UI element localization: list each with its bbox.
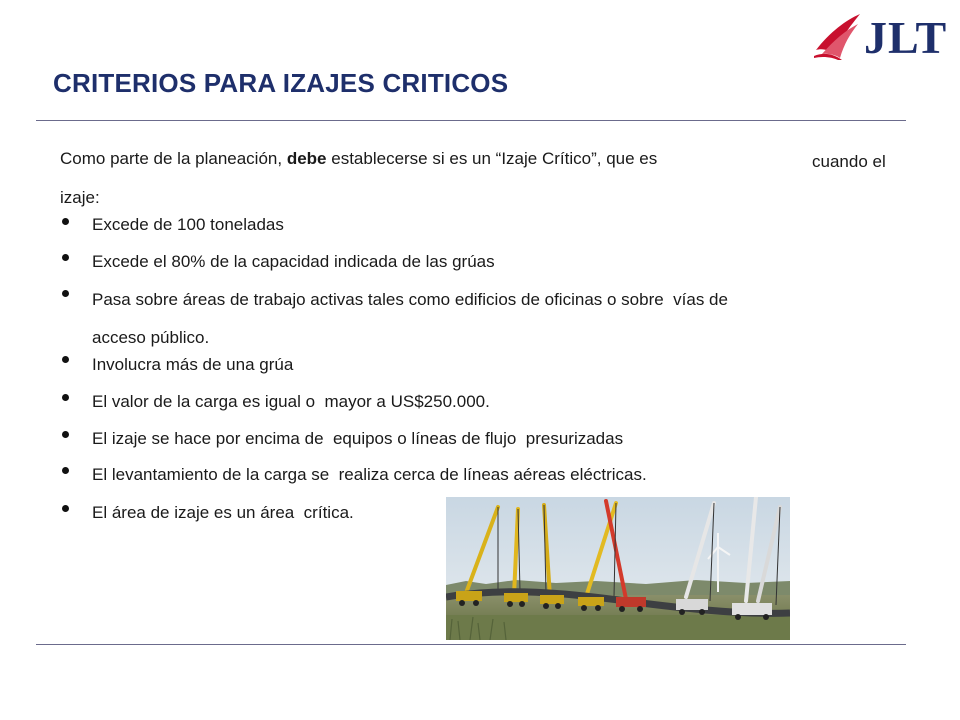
- list-item: Involucra más de una grúa: [92, 355, 294, 374]
- list-item: El izaje se hace por encima de equipos o líneas de flujo presurizadas: [92, 429, 624, 448]
- list-item: Excede el 80% de la capacidad indicada de las grúas: [92, 252, 495, 271]
- intro-rest: establecerse si es un “Izaje Crítico”, que es: [331, 149, 658, 168]
- list-item-continuation: acceso público.: [92, 328, 210, 347]
- bullet-icon: [62, 431, 69, 438]
- list-item: El valor de la carga es igual o mayor a US$250.000.: [92, 392, 490, 411]
- bullet-icon: [62, 505, 69, 512]
- jlt-logo: [812, 10, 952, 66]
- intro-bold: debe: [286, 149, 327, 168]
- bullet-icon: [62, 290, 69, 297]
- page-title: CRITERIOS PARA IZAJES CRITICOS: [53, 68, 509, 98]
- bullet-icon: [62, 254, 69, 261]
- intro-wrap: izaje:: [60, 188, 100, 207]
- intro-line: [60, 147, 657, 171]
- top-divider: [36, 120, 906, 121]
- logo-text: JLT: [864, 12, 948, 63]
- bullet-icon: [62, 467, 69, 474]
- bullet-icon: [62, 356, 69, 363]
- list-item: El levantamiento de la carga se realiza cerca de líneas aéreas eléctricas.: [92, 465, 647, 484]
- cranes-lifting-pipeline-photo: [446, 497, 790, 640]
- intro-tail: cuando el: [812, 152, 886, 171]
- bullet-icon: [62, 218, 69, 225]
- jlt-sail-logo-icon: [812, 10, 868, 62]
- list-item: Excede de 100 toneladas: [92, 215, 284, 234]
- bottom-divider: [36, 644, 906, 645]
- intro-lead: Como parte de la planeación,: [60, 149, 283, 168]
- list-item: Pasa sobre áreas de trabajo activas tales como edificios de oficinas o sobre vías de: [92, 290, 728, 309]
- bullet-icon: [62, 394, 69, 401]
- list-item: El área de izaje es un área crítica.: [92, 503, 354, 522]
